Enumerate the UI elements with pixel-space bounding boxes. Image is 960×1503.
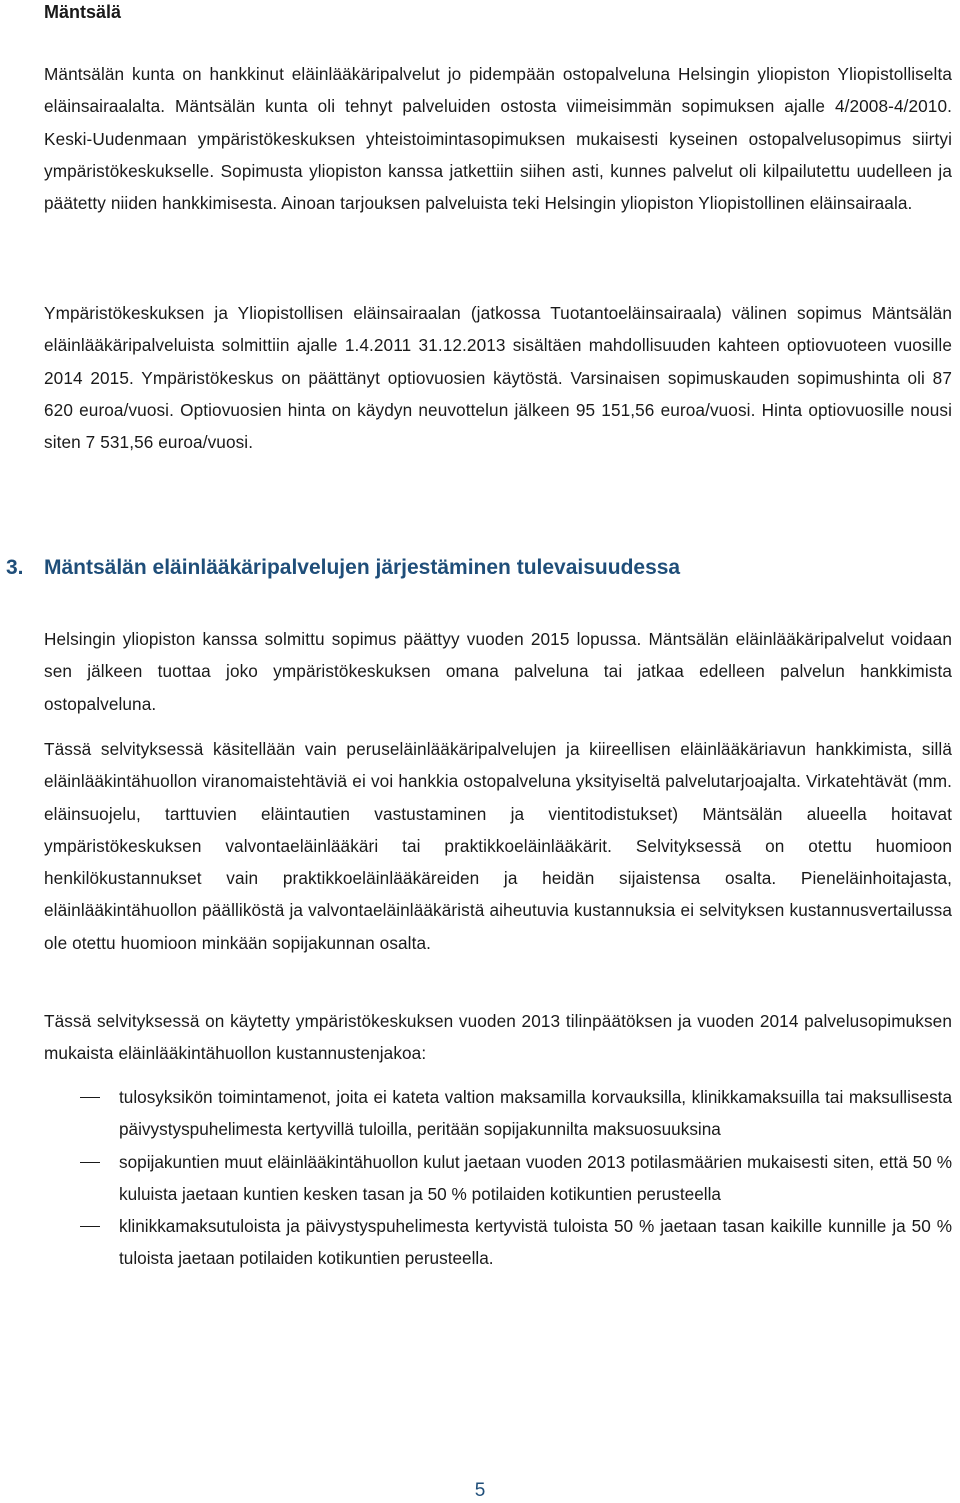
list-item [44,1081,952,1146]
list-item-text: tulosyksikön toimintamenot, joita ei kateta valtion maksamilla korvauksilla, klinikkamaksuilla tai maksullisesta päivystyspuhelimesta kertyvillä tuloilla, peritään sopijakunnilta maksuosuuksina [119,1087,952,1140]
section-number: 3. [6,556,24,579]
page-number: 5 [474,1480,486,1501]
section-heading [6,552,680,584]
intro-paragraph-1: Mäntsälän kunta on hankkinut eläinlääkäripalvelut jo pidempään ostopalveluna Helsingin yliopiston Yliopistolliselta eläinsairaalalta. Mäntsälän kunta oli tehnyt palveluiden ostosta viimeisimmän sopimuksen ajalle 4/2008-4/2010. Keski-Uudenmaan ympäristökeskuksen yhteistoimintasopimuksen mukaisesti kyseinen ostopalvelusopimus siirtyi ympäristökeskukselle. Sopimusta yliopiston kanssa jatkettiin siihen asti, kunnes palvelut oli kilpailutettu uudelleen ja päätetty niiden hankkimisesta. Ainoan tarjouksen palveluista teki Helsingin yliopiston Yliopistollinen eläinsairaala. [44,64,952,214]
dash-bullet-icon [80,1226,100,1227]
section-paragraph-3: Tässä selvityksessä on käytetty ympäristökeskuksen vuoden 2013 tilinpäätöksen ja vuoden 2014 palvelusopimuksen mukaista eläinlääkintähuollon kustannustenjakoa: [44,1011,952,1064]
dash-bullet-icon [80,1097,100,1098]
list-item-text: sopijakuntien muut eläinlääkintähuollon kulut jaetaan vuoden 2013 potilasmäärien mukaisesti siten, että 50 % kuluista jaetaan kuntien kesken tasan ja 50 % potilaiden kotikuntien perusteella [119,1151,952,1204]
list-item [44,1146,952,1211]
section-paragraph-1: Helsingin yliopiston kanssa solmittu sopimus päättyy vuoden 2015 lopussa. Mäntsälän eläinlääkäripalvelut voidaan sen jälkeen tuottaa joko ympäristökeskuksen omana palveluna tai jatkaa edelleen palvelun hankkimista ostopalveluna. [44,629,952,714]
municipality-heading: Mäntsälä [44,2,122,22]
intro-paragraph-2: Ympäristökeskuksen ja Yliopistollisen eläinsairaalan (jatkossa Tuotantoeläinsairaala) välinen sopimus Mäntsälän eläinlääkäripalveluista solmittiin ajalle 1.4.2011 31.12.2013 sisältäen mahdollisuuden kahteen optiovuoteen vuosille 2014 2015. Ympäristökeskus on päättänyt optiovuosien käytöstä. Varsinaisen sopimuskauden sopimushinta oli 87 620 euroa/vuosi. Optiovuosien hinta on käydyn neuvottelun jälkeen 95 151,56 euroa/vuosi. Hinta optiovuosille nousi siten 7 531,56 euroa/vuosi. [44,303,952,453]
section-paragraph-2: Tässä selvityksessä käsitellään vain peruseläinlääkäripalvelujen ja kiireellisen eläinlääkäriavun hankkimista, sillä eläinlääkintähuollon viranomaistehtäviä ei voi hankkia ostopalveluna yksityiseltä palvelutarjoajalta. Virkatehtävät (mm. eläinsuojelu, tarttuvien eläintautien vastustaminen ja vientitodistukset) Mäntsälän alueella hoitavat ympäristökeskuksen valvontaeläinlääkäri tai praktikkoeläinlääkärit. Selvityksessä on otettu huomioon henkilökustannukset vain praktikkoeläinlääkäreiden ja heidän sijaistensa osalta. Pieneläinhoitajasta, eläinlääkintähuollon päälliköstä ja valvontaeläinlääkäristä aiheutuvia kustannuksia ei selvityksen kustannusvertailussa ole otettu huomioon minkään sopijakunnan osalta. [44,739,952,953]
list-item-text: klinikkamaksutuloista ja päivystyspuhelimesta kertyvistä tuloista 50 % jaetaan tasan kaikille kunnille ja 50 % tuloista jaetaan potilaiden kotikuntien perusteella. [119,1216,952,1269]
list-item [44,1210,952,1275]
section-title: Mäntsälän eläinlääkäripalvelujen järjestäminen tulevaisuudessa [44,556,681,579]
cost-allocation-list [44,1081,952,1275]
dash-bullet-icon [80,1162,100,1163]
